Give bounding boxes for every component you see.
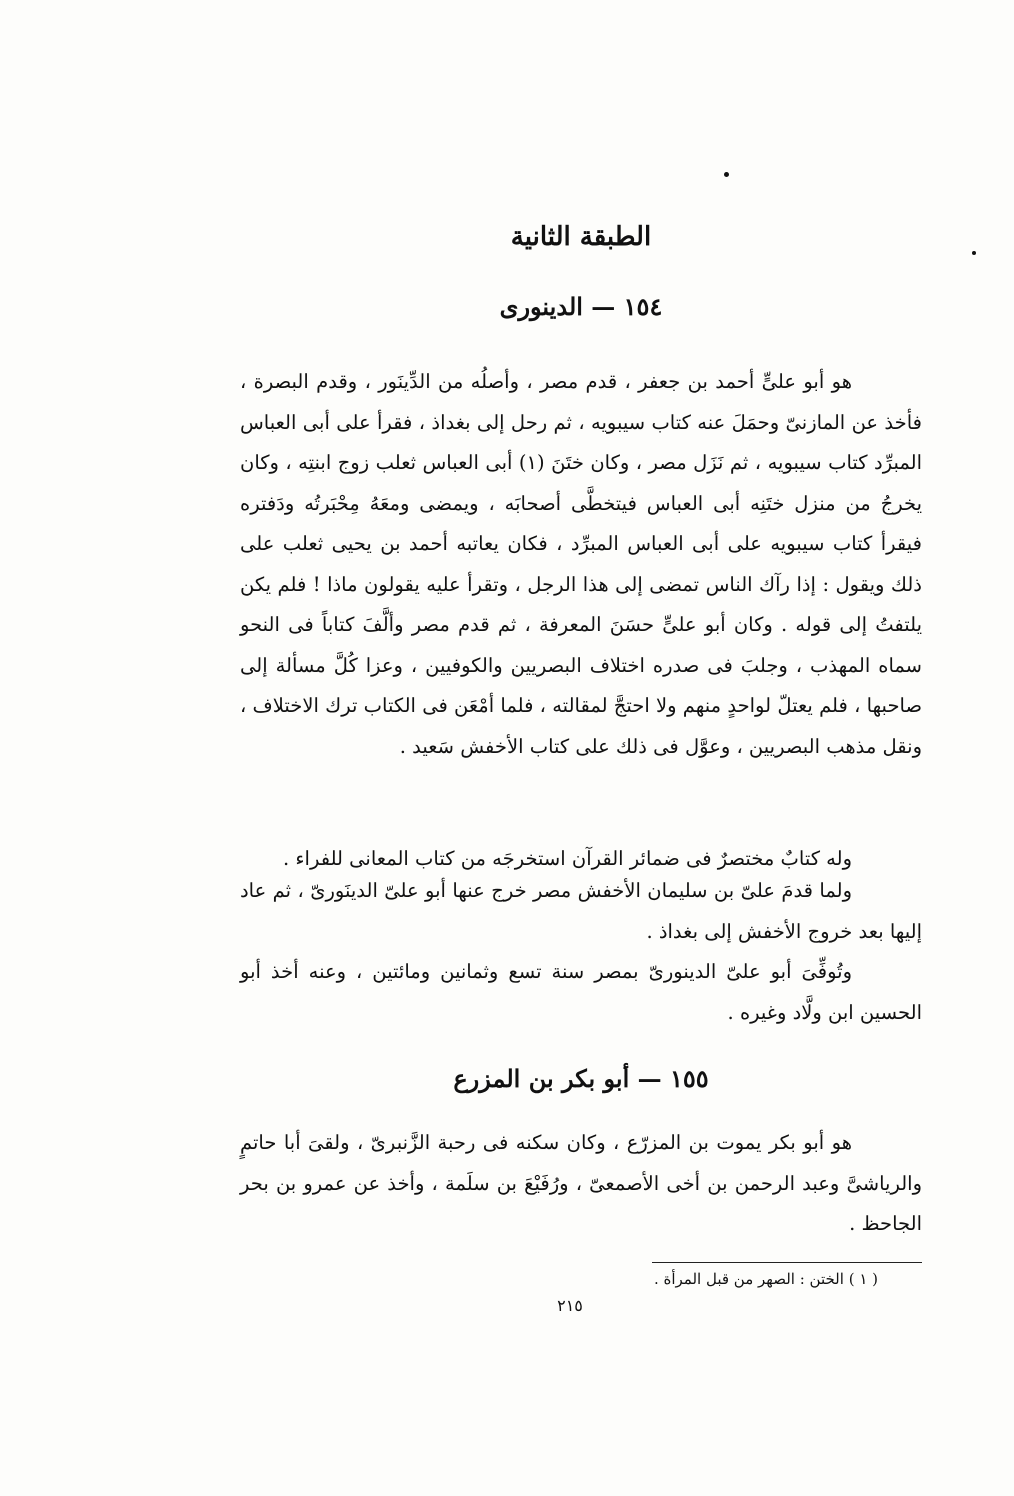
entry-paragraph: هو أبو علىٍّ أحمد بن جعفر ، قدم مصر ، وأصلُه من الدِّينَور ، وقدم البصرة ، فأخذ عن المازنىّ وحمَلَ عنه كتاب سيبويه ، ثم رحل إلى بغداذ ، فقرأ على أبى العباس المبرِّد كتاب سيبويه ، ثم نَزَل مصر ، وكان ختَنَ (١) أبى العباس ثعلب زوج ابنتِه ، وكان يخرجُ من منزل ختَنِه أبى العباس فيتخطَّى أصحابَه ، ويمضى ومعَهُ مِحْبَرتُه ودَفتره فيقرأ كتاب سيبويه على أبى العباس المبرِّد ، فكان يعاتبه أحمد بن يحيى ثعلب على ذلك ويقول : إذا رآك الناس تمضى إلى هذا الرجل ، وتقرأ عليه يقولون ماذا ! فلم يكن يلتفتُ إلى قوله . وكان أبو علىٍّ حسَنَ المعرفة ، ثم قدم مصر وألَّفَ كتاباً فى النحو سماه المهذب ، وجلبَ فى صدره اختلاف البصريين والكوفيين ، وعزا كُلَّ مسألة إلى صاحبها ، فلم يعتلّ لواحدٍ منهم ولا احتجَّ لمقالته ، فلما أمْعَن فى الكتاب ترك الاختلاف ، ونقل مذهب البصريين ، وعوَّل فى ذلك على كتاب الأخفش سَعيد . [240, 370, 922, 758]
class-heading: الطبقة الثانية [510, 222, 652, 252]
ink-speck [724, 172, 729, 177]
entry-name: أبو بكر بن المزرع [453, 1064, 630, 1093]
entry-paragraph: وتُوفِّىَ أبو علىّ الدينورىّ بمصر سنة تسع وثمانين ومائتين ، وعنه أخذ أبو الحسين ابن ولَّاد وغيره . [240, 960, 922, 1024]
page-number: ٢١٥ [557, 1296, 583, 1315]
entry-heading-154 [240, 292, 922, 321]
entry-paragraph: وله كتابٌ مختصرٌ فى ضمائر القرآن استخرجَه من كتاب المعانى للفراء . [282, 847, 852, 870]
entry-name: الدينورى [499, 292, 583, 321]
footnote: ( ١ ) الختن : الصهر من قبل المرأة . [653, 1270, 878, 1288]
entry-paragraph: هو أبو بكر يموت بن المزرّع ، وكان سكنه فى رحبة الزَّنبرىّ ، ولقىَ أبا حاتمٍ والرياشىَّ وعبد الرحمن بن أخى الأصمعىّ ، ورُفَيْعَ بن سلَمة ، وأخذ عن عمرو بن بحر الجاحظ . [240, 1131, 922, 1235]
entry-number: ١٥٥ [670, 1064, 709, 1093]
entry-number: ١٥٤ [623, 292, 663, 321]
entry-dash: — [591, 292, 616, 321]
entry-heading-155 [240, 1064, 922, 1093]
entry-paragraph: ولما قدمَ علىّ بن سليمان الأخفش مصر خرج عنها أبو علىّ الدينَورىّ ، ثم عاد إليها بعد خروج الأخفش إلى بغداذ . [240, 879, 922, 943]
footnote-divider [652, 1262, 922, 1263]
ink-speck [972, 251, 976, 255]
entry-dash: — [637, 1064, 662, 1093]
